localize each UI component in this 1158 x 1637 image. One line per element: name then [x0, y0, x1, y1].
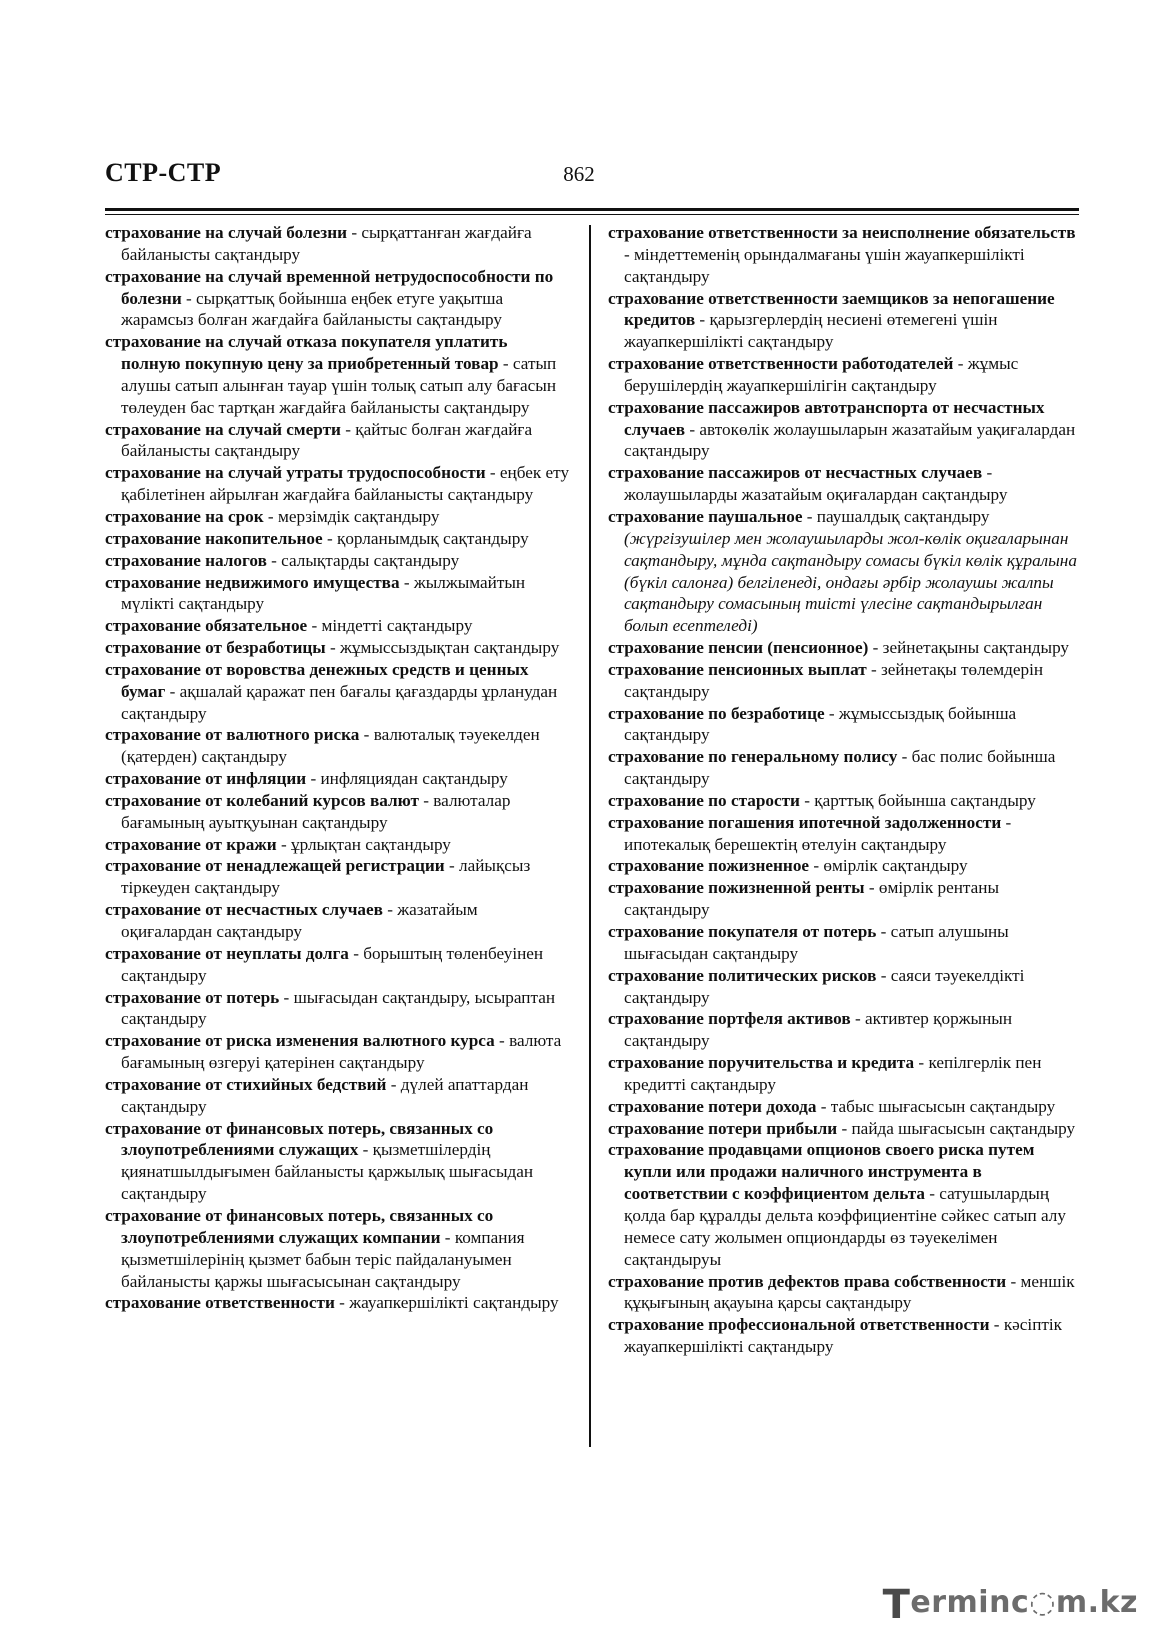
entry-definition: - сырқаттық бойынша еңбек етуге уақытша жарамсыз болған жағдайға байланысты сақтандыру	[121, 288, 504, 330]
logo-end: m.kz	[1055, 1585, 1138, 1620]
entry-definition: - ұрлықтан сақтандыру	[276, 834, 451, 854]
dictionary-entry	[105, 1074, 571, 1118]
dictionary-entry	[105, 834, 571, 856]
entry-term: страхование от несчастных случаев	[105, 900, 383, 920]
entry-definition: - ақшалай қаражат пен бағалы қағаздарды ұрланудан сақтандыру	[121, 681, 558, 723]
entry-term: страхование на случай болезни	[105, 223, 348, 242]
entry-term: страхование на случай утраты трудоспособности	[105, 463, 486, 483]
entry-term: страхование пассажиров от несчастных случаев	[608, 463, 983, 483]
entry-definition: - мерзімдік сақтандыру	[263, 506, 440, 526]
dictionary-entry	[608, 637, 1078, 659]
entry-definition: - табыс шығасысын сақтандыру	[816, 1096, 1056, 1116]
dictionary-entry	[105, 550, 571, 572]
dictionary-entry	[608, 506, 1078, 637]
dictionary-entry	[608, 1314, 1078, 1358]
entry-definition: - міндетті сақтандыру	[307, 616, 473, 636]
dictionary-entry	[608, 812, 1078, 856]
dictionary-entry	[105, 222, 571, 266]
entry-term: страхование от валютного риска	[105, 725, 360, 745]
entry-definition: - сатушылардың қолда бар құралды дельта коэффициентіне сәйкес сатып алу немесе сату жолымен опциондарды өз тәуекелімен сақтандыруы	[624, 1184, 1066, 1269]
entry-definition: - қызметшілердің қиянатшылдығымен байланысты қаржылық шығасыдан сақтандыру	[121, 1140, 534, 1204]
entry-term: страхование от колебаний курсов валют	[105, 790, 419, 810]
entry-definition: - валюталық тәуекелден (қатерден) сақтандыру	[121, 725, 540, 767]
entry-term: страхование покупателя от потерь	[608, 922, 877, 941]
dictionary-entry	[105, 1118, 571, 1205]
entry-definition: - өмірлік рентаны сақтандыру	[624, 878, 1000, 920]
entry-term: страхование пожизненное	[608, 856, 810, 876]
entry-term: страхование по безработице	[608, 703, 825, 723]
entry-term: страхование на срок	[105, 506, 264, 526]
entry-term: страхование налогов	[105, 550, 267, 570]
dictionary-entry	[105, 855, 571, 899]
entry-definition: - лайықсыз тіркеуден сақтандыру	[121, 856, 531, 898]
entry-definition: - жұмыссыздықтан сақтандыру	[325, 638, 560, 658]
entry-definition: - ипотекалық берешектің өтелуін сақтандыру	[624, 812, 1012, 854]
entry-term: страхование по генеральному полису	[608, 747, 898, 767]
header-rule-thin	[105, 214, 1079, 215]
entry-definition: - зейнетақы төлемдерін сақтандыру	[624, 659, 1044, 701]
entry-definition: - пайда шығасысын сақтандыру	[837, 1118, 1076, 1138]
entry-term: страхование от финансовых потерь, связанных со злоупотреблениями служащих	[105, 1118, 494, 1160]
entry-term: страхование от потерь	[105, 987, 280, 1007]
entry-term: страхование продавцами опционов своего риска путем купли или продажи наличного инструмента в соответствии с коэффициентом дельта	[608, 1140, 1035, 1204]
entry-definition: - инфляциядан сақтандыру	[306, 769, 508, 789]
entry-term: страхование профессиональной ответственности	[608, 1315, 990, 1335]
entry-term: страхование политических рисков	[608, 965, 877, 985]
dictionary-entry	[105, 331, 571, 418]
entry-definition: - кәсіптік жауапкершілікті сақтандыру	[624, 1315, 1063, 1357]
entry-term: страхование на случай смерти	[105, 419, 341, 439]
dictionary-entry	[608, 790, 1078, 812]
entry-term: страхование портфеля активов	[608, 1009, 851, 1029]
entry-definition: - валюталар бағамының ауытқуынан сақтандыру	[121, 790, 511, 832]
dictionary-entry	[608, 1139, 1078, 1270]
entry-term: страхование против дефектов права собственности	[608, 1271, 1007, 1291]
entry-definition: - компания қызметшілерінің қызмет бабын теріс пайдалануымен байланысты қаржы шығасысынан сақтандыру	[121, 1227, 525, 1291]
dictionary-entry	[105, 419, 571, 463]
dictionary-entry	[105, 528, 571, 550]
dictionary-entry	[608, 746, 1078, 790]
dictionary-entry	[105, 899, 571, 943]
entry-definition: - жылжымайтын мүлікті сақтандыру	[121, 572, 526, 614]
entry-definition: - сатып алушы сатып алынған тауар үшін толық сатып алу бағасын төлеуден бас тартқан жағдайға байланысты сақтандыру	[121, 354, 557, 417]
entry-term: страхование обязательное	[105, 616, 308, 636]
entry-term: страхование от воровства денежных средств и ценных бумаг	[105, 659, 529, 701]
entry-definition: - борыштың төленбеуінен сақтандыру	[121, 943, 544, 985]
entry-term: страхование от риска изменения валютного курса	[105, 1031, 495, 1051]
dictionary-entry	[105, 943, 571, 987]
entry-definition: - қарттық бойынша сақтандыру	[799, 790, 1036, 810]
entry-term: страхование потери прибыли	[608, 1118, 838, 1138]
entry-term: страхование от инфляции	[105, 769, 307, 789]
entry-term: страхование ответственности заемщиков за непогашение кредитов	[608, 288, 1055, 330]
logo-t-letter: T	[882, 1582, 911, 1628]
dictionary-entry	[608, 1008, 1078, 1052]
dictionary-entry	[608, 222, 1078, 288]
dictionary-entry	[608, 288, 1078, 354]
dictionary-entry	[105, 266, 571, 332]
dictionary-entry	[105, 462, 571, 506]
entry-term: страхование пенсии (пенсионное)	[608, 638, 869, 658]
entry-definition: - валюта бағамының өзгеруі қатерінен сақтандыру	[121, 1031, 562, 1073]
entry-term: страхование от ненадлежащей регистрации	[105, 856, 445, 876]
logo-o-icon: ◌	[1029, 1585, 1056, 1620]
entry-term: страхование на случай отказа покупателя уплатить полную покупную цену за приобретенный товар	[105, 332, 508, 374]
entry-term: страхование накопительное	[105, 528, 323, 548]
dictionary-entry	[608, 397, 1078, 463]
entry-term: страхование паушальное	[608, 506, 803, 526]
entry-definition: - еңбек ету қабілетінен айрылған жағдайға байланысты сақтандыру	[121, 463, 570, 505]
entry-term: страхование потери дохода	[608, 1096, 817, 1116]
entry-definition: - жолаушыларды жазатайым оқиғалардан сақтандыру	[624, 463, 1008, 505]
entry-definition: - жазатайым оқиғалардан сақтандыру	[121, 900, 478, 941]
entry-definition: - паушалдық сақтандыру	[802, 506, 990, 526]
entry-term: страхование от неуплаты долга	[105, 943, 349, 963]
entry-definition: - сырқаттанған жағдайға байланысты сақтандыру	[121, 223, 532, 264]
entry-definition: - өмірлік сақтандыру	[809, 856, 968, 876]
entry-definition: - бас полис бойынша сақтандыру	[624, 747, 1056, 789]
dictionary-entry	[608, 659, 1078, 703]
entry-definition: - автокөлік жолаушыларын жазатайым уақиғалардан сақтандыру	[624, 419, 1076, 461]
entry-term: страхование ответственности	[105, 1293, 335, 1313]
entry-term: страхование от финансовых потерь, связанных со злоупотреблениями служащих компании	[105, 1205, 494, 1247]
entry-term: страхование по старости	[608, 790, 800, 810]
running-head: СТР-СТР	[105, 158, 222, 187]
entry-term: страхование поручительства и кредита	[608, 1053, 915, 1073]
dictionary-entry	[105, 637, 571, 659]
page-number: 862	[563, 162, 595, 186]
entry-definition: - салықтарды сақтандыру	[266, 550, 460, 570]
entry-definition: - активтер қоржынын сақтандыру	[624, 1009, 1013, 1051]
logo-rest: erminc	[910, 1585, 1030, 1620]
entry-term: страхование от кражи	[105, 834, 277, 854]
entry-term: страхование недвижимого имущества	[105, 572, 400, 592]
dictionary-entry	[105, 506, 571, 528]
entry-term: страхование ответственности работодателей	[608, 354, 954, 374]
header-rule-thick	[105, 208, 1079, 211]
dictionary-entry	[105, 724, 571, 768]
entry-definition: - сатып алушыны шығасыдан сақтандыру	[624, 922, 1009, 963]
entry-definition: - жауапкершілікті сақтандыру	[334, 1293, 559, 1313]
entry-definition: - шығасыдан сақтандыру, ысыраптан сақтандыру	[121, 987, 556, 1029]
dictionary-entry	[608, 855, 1078, 877]
entry-term: страхование пассажиров автотранспорта от несчастных случаев	[608, 397, 1045, 439]
dictionary-entry	[608, 462, 1078, 506]
entry-definition: - саяси тәуекелдікті сақтандыру	[624, 965, 1025, 1007]
entry-definition: - жұмыс берушілердің жауапкершілігін сақтандыру	[624, 354, 1019, 395]
dictionary-entry	[608, 703, 1078, 747]
dictionary-entry	[105, 987, 571, 1031]
entry-definition: - дүлей апаттардан сақтандыру	[121, 1074, 529, 1116]
entry-definition: - кепілгерлік пен кредитті сақтандыру	[624, 1053, 1042, 1094]
dictionary-entry	[105, 615, 571, 637]
dictionary-entry	[105, 659, 571, 725]
dictionary-entry	[608, 1052, 1078, 1096]
entry-term: страхование от стихийных бедствий	[105, 1074, 387, 1094]
entry-definition: - жұмыссыздық бойынша сақтандыру	[624, 703, 1017, 745]
entry-term: страхование пенсионных выплат	[608, 659, 867, 679]
entry-definition: - қарызгерлердің несиені өтемегені үшін жауапкершілікті сақтандыру	[624, 310, 998, 352]
entry-term: страхование пожизненной ренты	[608, 878, 865, 898]
entry-term: страхование от безработицы	[105, 638, 326, 658]
right-column	[608, 222, 1078, 1358]
dictionary-entry	[608, 921, 1078, 965]
column-divider	[589, 225, 591, 1447]
entry-term: страхование ответственности за неисполнение обязательств	[608, 223, 1076, 242]
entry-definition: - қайтыс болған жағдайға байланысты сақтандыру	[121, 419, 533, 461]
dictionary-entry	[105, 1030, 571, 1074]
entry-term: страхование на случай временной нетрудоспособности по болезни	[105, 266, 554, 308]
dictionary-entry	[105, 1292, 571, 1314]
dictionary-entry	[608, 1271, 1078, 1315]
dictionary-entry	[105, 790, 571, 834]
dictionary-entry	[608, 877, 1078, 921]
entry-definition: - меншік құқығының ақауына қарсы сақтандыру	[624, 1271, 1075, 1313]
dictionary-entry	[105, 1205, 571, 1292]
dictionary-entry	[608, 1096, 1078, 1118]
dictionary-entry	[105, 572, 571, 616]
dictionary-entry	[105, 768, 571, 790]
dictionary-entry	[608, 965, 1078, 1009]
termincom-logo	[882, 1582, 1138, 1628]
entry-definition: - зейнетақыны сақтандыру	[868, 638, 1070, 658]
dictionary-entry	[608, 353, 1078, 397]
entry-term: страхование погашения ипотечной задолженности	[608, 812, 1002, 832]
entry-definition: - міндеттеменің орындалмағаны үшін жауапкершілікті сақтандыру	[624, 244, 1025, 286]
left-column	[105, 222, 571, 1314]
entry-definition: - қорланымдық сақтандыру	[322, 528, 529, 548]
dictionary-entry	[608, 1118, 1078, 1140]
entry-note: (жүргізушілер мен жолаушыларды жол-көлік оқиғаларынан сақтандыру, мұнда сақтандыру сомасы бүкіл көлік құралына (бүкіл салонға) белгіленеді, ондағы әрбір жолаушы жалпы сақтандыру сомасының тиісті үлесіне сақтандырылған болып есептеледі)	[624, 528, 1077, 636]
